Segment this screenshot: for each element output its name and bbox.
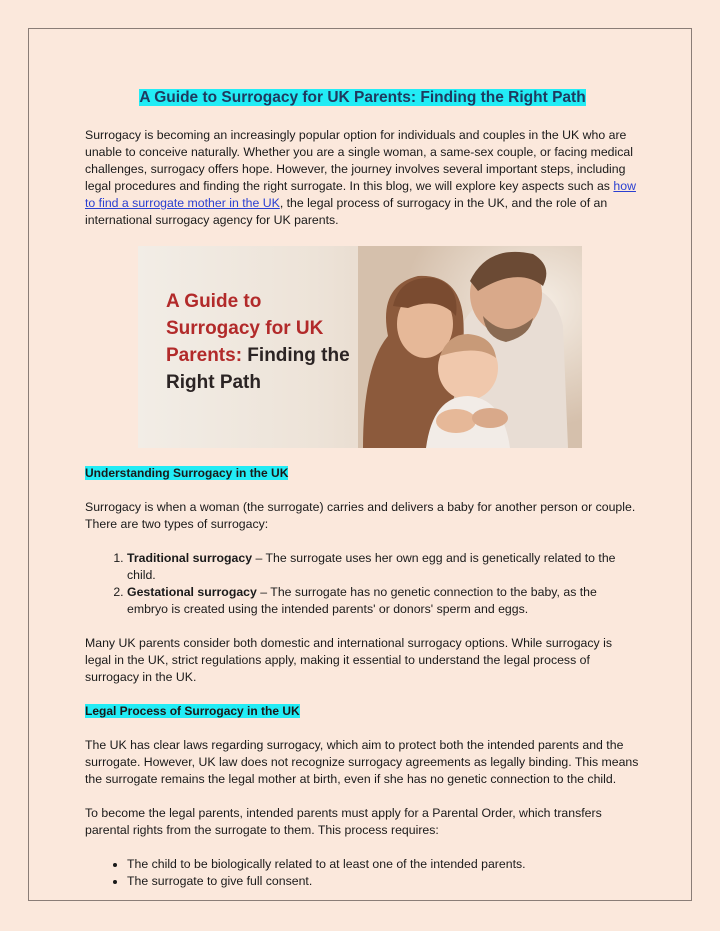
surrogacy-types-list xyxy=(85,550,640,618)
list-item: 2. Gestational surrogacy – The surrogate has no genetic connection to the baby, as the embryo is created using the intended parents' or donors' sperm and eggs. xyxy=(127,584,640,618)
intro-text-end: , the legal process of surrogacy in the UK, and the role of an international surrogacy agency for UK parents. xyxy=(85,196,608,227)
list-item: • The child to be biologically related to at least one of the intended parents. xyxy=(127,856,640,873)
document-body xyxy=(85,85,640,907)
list-item: 1. Traditional surrogacy – The surrogate uses her own egg and is genetically related to the child. xyxy=(127,550,640,584)
page-title: A Guide to Surrogacy for UK Parents: Finding the Right Path xyxy=(139,89,586,106)
intro-paragraph xyxy=(85,127,640,229)
section2-paragraph-2: To become the legal parents, intended parents must apply for a Parental Order, which transfers parental rights from the surrogate to them. This process requires: xyxy=(85,806,602,837)
find-surrogate-link[interactable]: how to find a surrogate mother in the UK xyxy=(85,179,636,210)
section-heading-understanding: Understanding Surrogacy in the UK xyxy=(85,466,289,480)
section-heading-legal: Legal Process of Surrogacy in the UK xyxy=(85,704,300,718)
hero-image xyxy=(138,246,582,448)
section2-paragraph-1: The UK has clear laws regarding surrogacy, which aim to protect both the intended parents and the surrogate. However, UK law does not recognize surrogacy agreements as legally binding. This means the surrogate remains the legal mother at birth, even if she has no genetic connection to the child. xyxy=(85,738,639,786)
hero-caption: A Guide to Surrogacy for UK Parents: Finding the Right Path xyxy=(166,291,350,393)
section1-paragraph-2: Many UK parents consider both domestic and international surrogacy options. While surrogacy is legal in the UK, strict regulations apply, making it essential to understand the legal process of surrogacy in the UK. xyxy=(85,636,612,684)
requirements-list xyxy=(85,856,640,890)
intro-text: Surrogacy is becoming an increasingly popular option for individuals and couples in the UK who are unable to conceive naturally. Whether you are a single woman, a same-sex couple, or facing medical challenges, surrogacy offers hope. However, the journey involves several important steps, including legal procedures and finding the right surrogate. In this blog, we will explore key aspects such as xyxy=(85,128,633,193)
list-item: • The surrogate to give full consent. xyxy=(127,873,640,890)
section1-paragraph-1: Surrogacy is when a woman (the surrogate) carries and delivers a baby for another person or couple. There are two types of surrogacy: xyxy=(85,500,636,531)
